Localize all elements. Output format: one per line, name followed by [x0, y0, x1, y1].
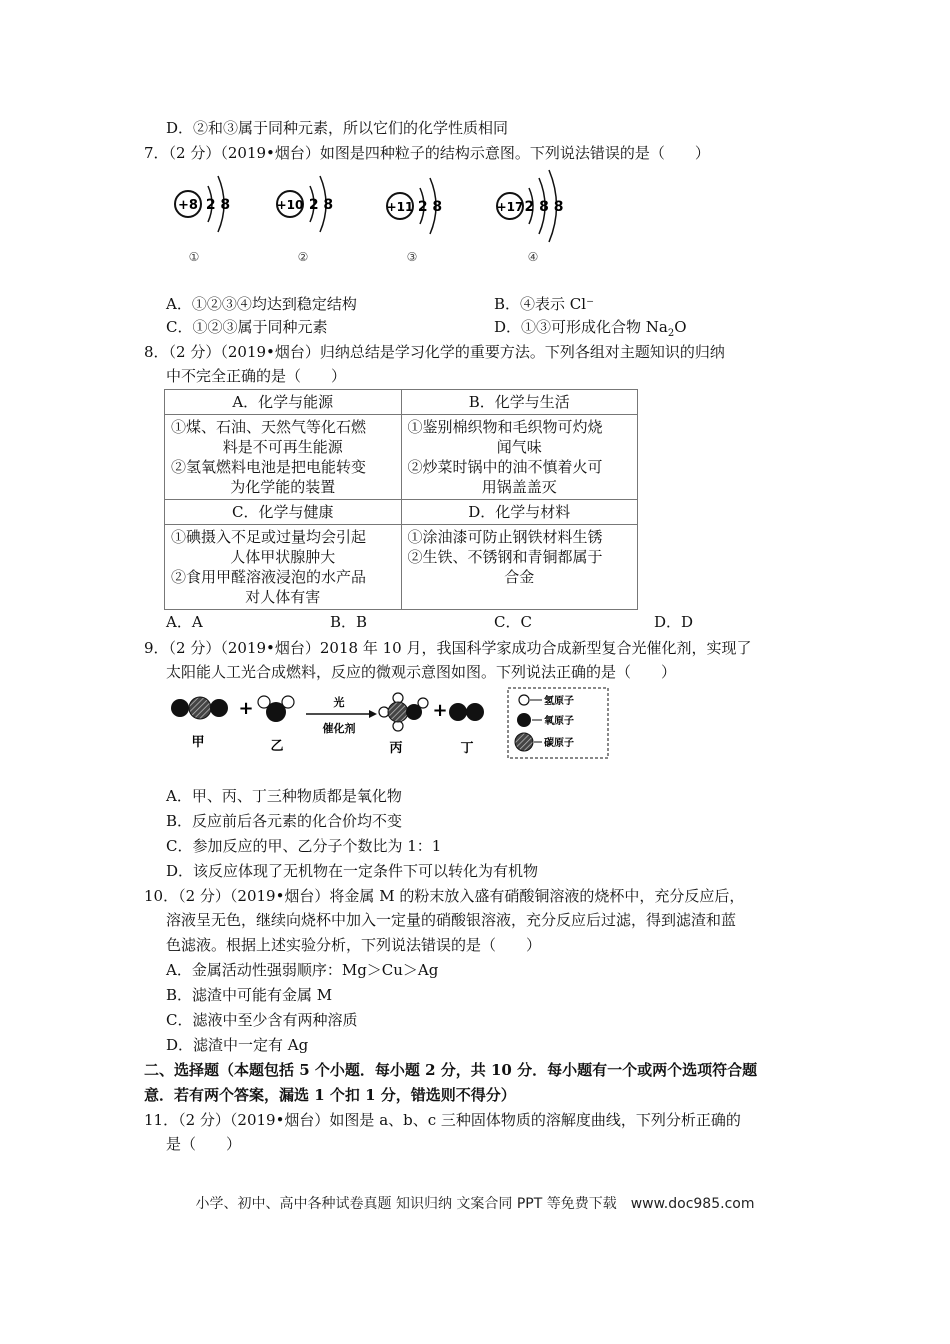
q8-summary-table — [164, 389, 638, 610]
q10-stem-line1: 10．（2 分）（2019•烟台）将金属 M 的粉末放入盛有硝酸铜溶液的烧杯中，充分反应后， — [144, 887, 745, 905]
q9-stem-line1: 9．（2 分）（2019•烟台）2018 年 10 月，我国科学家成功合成新型复合光催化剂，实现了 — [144, 639, 752, 657]
particle-1-diagram — [175, 176, 230, 264]
q11-stem-line2: 是（ ） — [166, 1135, 242, 1153]
arrow-top-label: 光 — [333, 696, 345, 709]
particle-4-nucleus: +17 — [496, 200, 524, 214]
particle-4-diagram — [497, 170, 564, 264]
q7-option-c: C．①②③属于同种元素 — [166, 318, 328, 336]
q10-stem-line3: 色滤液。根据上述实验分析，下列说法错误的是（ ） — [166, 936, 542, 954]
q9-option-c: C．参加反应的甲、乙分子个数比为 1：1 — [166, 837, 442, 855]
q11-stem-line1: 11．（2 分）（2019•烟台）如图是 a、b、c 三种固体物质的溶解度曲线，下列分析正确的 — [144, 1111, 741, 1129]
particle-1-shells: 2 8 — [205, 197, 231, 213]
legend-oxygen: 氧原子 — [544, 716, 574, 727]
q10-option-d: D．滤渣中一定有 Ag — [166, 1036, 309, 1054]
particle-2-label: ② — [297, 250, 309, 264]
table-head-a: A．化学与能源 — [165, 390, 402, 415]
arrow-bottom-label: 催化剂 — [322, 722, 356, 735]
q8-option-d: D．D — [654, 613, 694, 631]
q8-option-c: C．C — [494, 613, 532, 631]
molecule-ding — [449, 703, 484, 756]
q6-option-d: D．②和③属于同种元素，所以它们的化学性质相同 — [166, 119, 509, 137]
q10-stem-line2: 溶液呈无色，继续向烧杯中加入一定量的硝酸银溶液，充分反应后过滤，得到滤渣和蓝 — [166, 911, 737, 929]
table-head-d: D．化学与材料 — [401, 500, 638, 525]
section2-heading-line1: 二、选择题（本题包括 5 个小题．每小题 2 分，共 10 分．每小题有一个或两个选项符合题 — [144, 1061, 758, 1079]
particle-1-nucleus: +8 — [178, 198, 198, 213]
table-cell-b: ①鉴别棉织物和毛织物可灼烧 闻气味 ②炒菜时锅中的油不慎着火可 用锅盖盖灭 — [401, 415, 638, 500]
q10-option-c: C．滤液中至少含有两种溶质 — [166, 1011, 358, 1029]
q10-option-a: A．金属活动性强弱顺序：Mg＞Cu＞Ag — [166, 961, 439, 979]
q7-option-a: A．①②③④均达到稳定结构 — [166, 295, 357, 313]
q7-stem: 7．（2 分）（2019•烟台）如图是四种粒子的结构示意图。下列说法错误的是（ ） — [144, 144, 710, 162]
plus-sign-2: + — [432, 700, 448, 721]
legend-hydrogen: 氢原子 — [544, 696, 574, 707]
plus-sign-1: + — [238, 698, 254, 719]
particle-3-label: ③ — [406, 250, 418, 264]
table-head-b: B．化学与生活 — [401, 390, 638, 415]
q7-option-d: D．①③可形成化合物 $Na_2O$ — [494, 318, 687, 339]
table-cell-c: ①碘摄入不足或过量均会引起 人体甲状腺肿大 ②食用甲醛溶液浸泡的水产品 对人体有害 — [165, 525, 402, 610]
q10-option-b: B．滤渣中可能有金属 M — [166, 986, 333, 1004]
q9-option-a: A．甲、丙、丁三种物质都是氧化物 — [166, 787, 402, 805]
atom-structure-diagrams — [160, 166, 580, 270]
table-head-c: C．化学与健康 — [165, 500, 402, 525]
q7-option-b: B．④表示 Cl⁻ — [494, 295, 594, 313]
reaction-arrow — [306, 695, 377, 735]
table-cell-d: ①涂油漆可防止钢铁材料生锈 ②生铁、不锈钢和青铜都属于 合金 — [401, 525, 638, 610]
section2-heading-line2: 意．若有两个答案，漏选 1 个扣 1 分，错选则不得分） — [144, 1086, 516, 1104]
q9-option-b: B．反应前后各元素的化合价均不变 — [166, 812, 403, 830]
particle-1-label: ① — [188, 250, 200, 264]
particle-2-nucleus: +10 — [276, 198, 304, 212]
page-footer: 小学、初中、高中各种试卷真题 知识归纳 文案合同 PPT 等免费下载 www.doc985.com — [195, 1196, 755, 1212]
table-cell-a: ①煤、石油、天然气等化石燃 料是不可再生能源 ②氢氧燃料电池是把电能转变 为化学能的装置 — [165, 415, 402, 500]
particle-3-shells: 2 8 — [417, 199, 443, 215]
q8-stem-line1: 8．（2 分）（2019•烟台）归纳总结是学习化学的重要方法。下列各组对主题知识的归纳 — [144, 343, 725, 361]
q9-stem-line2: 太阳能人工光合成燃料，反应的微观示意图如图。下列说法正确的是（ ） — [166, 663, 677, 681]
particle-2-diagram — [277, 176, 334, 264]
particle-4-shells: 2 8 8 — [524, 199, 564, 215]
molecule-yi — [258, 696, 294, 754]
particle-4-label: ④ — [527, 250, 539, 264]
label-bing: 丙 — [389, 741, 403, 756]
particle-3-diagram — [387, 178, 443, 264]
molecule-jia — [171, 697, 228, 750]
label-ding: 丁 — [460, 741, 474, 756]
particle-3-nucleus: +11 — [386, 200, 414, 214]
particle-2-shells: 2 8 — [308, 197, 334, 213]
legend-carbon: 碳原子 — [544, 738, 574, 749]
q8-option-b: B．B — [330, 613, 368, 631]
q9-option-d: D．该反应体现了无机物在一定条件下可以转化为有机物 — [166, 862, 539, 880]
reaction-micro-diagram — [164, 686, 614, 766]
label-jia: 甲 — [191, 735, 205, 750]
label-yi: 乙 — [270, 739, 284, 754]
q8-stem-line2: 中不完全正确的是（ ） — [166, 367, 347, 385]
atom-legend — [508, 688, 608, 758]
molecule-bing — [379, 693, 428, 756]
q8-option-a: A．A — [166, 613, 203, 631]
